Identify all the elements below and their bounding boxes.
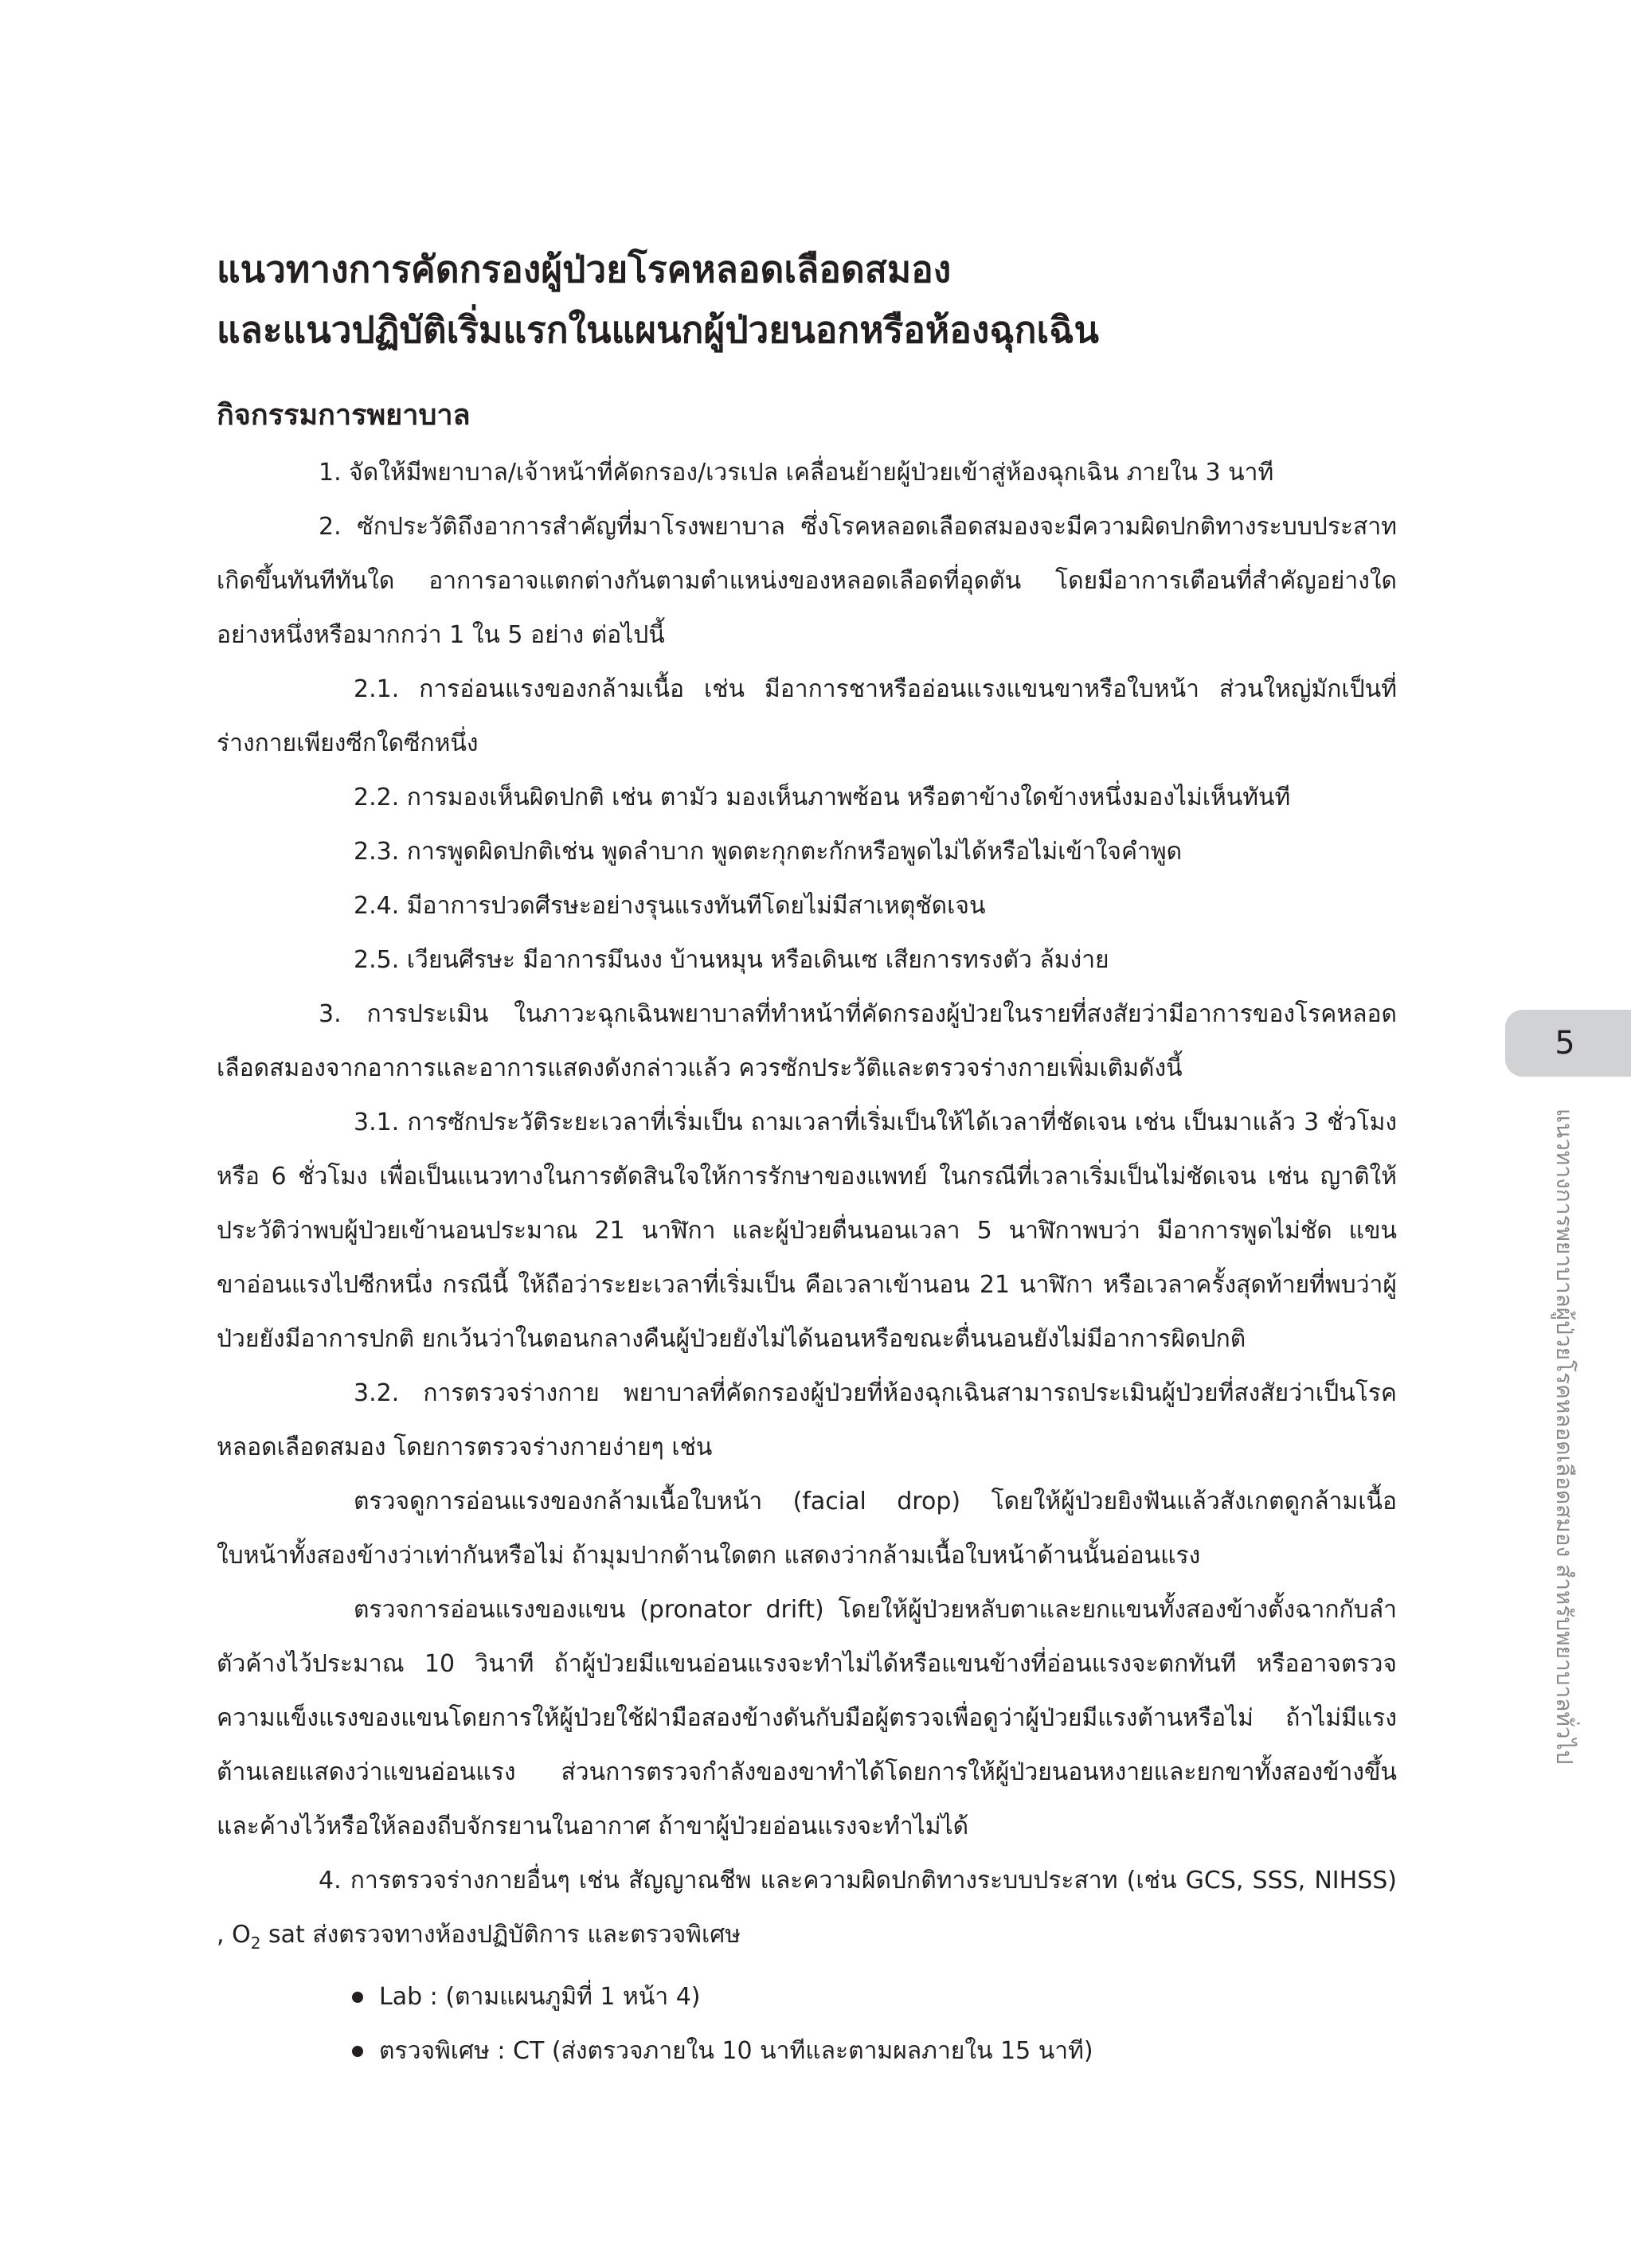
title-line-1: แนวทางการคัดกรองผู้ป่วยโรคหลอดเลือดสมอง xyxy=(217,248,952,291)
list-item xyxy=(352,2024,1397,2078)
item-2-5: 2.5. เวียนศีรษะ มีอาการมึนงง บ้านหมุน หรือเดินเซ เสียการทรงตัว ล้มง่าย xyxy=(354,946,1109,974)
body-text xyxy=(217,446,1397,2078)
o2-subscript: 2 xyxy=(250,1934,261,1953)
item-3-2: 3.2. การตรวจร่างกาย พยาบาลที่คัดกรองผู้ป่วยที่ห้องฉุกเฉินสามารถประเมินผู้ป่วยที่สงสัยว่าเป็นโรคหลอดเลือดสมอง โดยการตรวจร่างกายง่ายๆ เช่น xyxy=(217,1379,1397,1461)
item-3-1: 3.1. การซักประวัติระยะเวลาที่เริ่มเป็น ถามเวลาที่เริ่มเป็นให้ได้เวลาที่ชัดเจน เช่น เป็นมาแล้ว 3 ชั่วโมง หรือ 6 ชั่วโมง เพื่อเป็นแนวทางในการตัดสินใจให้การรักษาของแพทย์ ในกรณีที่เวลาเริ่มเป็นไม่ชัดเจน เช่น ญาติให้ประวัติว่าพบผู้ป่วยเข้านอนประมาณ 21 นาฬิกา และผู้ป่วยตื่นนอนเวลา 5 นาฬิกาพบว่า มีอาการพูดไม่ชัด แขนขาอ่อนแรงไปซีกหนึ่ง กรณีนี้ ให้ถือว่าระยะเวลาที่เริ่มเป็น คือเวลาเข้านอน 21 นาฬิกา หรือเวลาครั้งสุดท้ายที่พบว่าผู้ป่วยยังมีอาการปกติ ยกเว้นว่าในตอนกลางคืนผู้ป่วยยังไม่ได้นอนหรือขณะตื่นนอนยังไม่มีอาการผิดปกติ xyxy=(217,1109,1397,1353)
page-number: 5 xyxy=(1555,1025,1575,1062)
item-4-text: 4. การตรวจร่างกายอื่นๆ เช่น สัญญาณชีพ และความผิดปกติทางระบบประสาท (เช่น GCS, SSS, NIHSS) , O xyxy=(217,1867,1397,1949)
item-2-4: 2.4. มีอาการปวดศีรษะอย่างรุนแรงทันทีโดยไม่มีสาเหตุชัดเจน xyxy=(354,892,986,920)
bullet-text: Lab : (ตามแผนภูมิที่ 1 หน้า 4) xyxy=(379,1983,701,2011)
bullet-list xyxy=(217,1970,1397,2078)
item-4 xyxy=(217,1854,1397,1970)
page-number-tab xyxy=(1505,1010,1631,1077)
facial-drop-paragraph: ตรวจดูการอ่อนแรงของกล้ามเนื้อใบหน้า (facial drop) โดยให้ผู้ป่วยยิงฟันแล้วสังเกตดูกล้ามเนื้อใบหน้าทั้งสองข้างว่าเท่ากันหรือไม่ ถ้ามุมปากด้านใดตก แสดงว่ากล้ามเนื้อใบหน้าด้านนั้นอ่อนแรง xyxy=(217,1488,1397,1570)
section-heading: กิจกรรมการพยาบาล xyxy=(217,399,471,432)
item-3: 3. การประเมิน ในภาวะฉุกเฉินพยาบาลที่ทำหน้าที่คัดกรองผู้ป่วยในรายที่สงสัยว่ามีอาการของโรคหลอดเลือดสมองจากอาการและอาการแสดงดังกล่าวแล้ว ควรซักประวัติและตรวจร่างกายเพิ่มเติมดังนี้ xyxy=(217,1000,1397,1082)
title-line-2: และแนวปฏิบัติเริ่มแรกในแผนกผู้ป่วยนอกหรือห้องฉุกเฉิน xyxy=(217,308,1099,351)
pronator-drift-paragraph: ตรวจการอ่อนแรงของแขน (pronator drift) โดยให้ผู้ป่วยหลับตาและยกแขนทั้งสองข้างตั้งฉากกับลำตัวค้างไว้ประมาณ 10 วินาที ถ้าผู้ป่วยมีแขนอ่อนแรงจะทำไม่ได้หรือแขนข้างที่อ่อนแรงจะตกทันที หรืออาจตรวจความแข็งแรงของแขนโดยการให้ผู้ป่วยใช้ฝ่ามือสองข้างดันกับมือผู้ตรวจเพื่อดูว่าผู้ป่วยมีแรงต้านหรือไม่ ถ้าไม่มีแรงต้านเลยแสดงว่าแขนอ่อนแรง ส่วนการตรวจกำลังของขาทำได้โดยการให้ผู้ป่วยนอนหงายและยกขาทั้งสองข้างขึ้นและค้างไว้หรือให้ลองถีบจักรยานในอากาศ ถ้าขาผู้ป่วยอ่อนแรงจะทำไม่ได้ xyxy=(217,1596,1397,1840)
item-2-2: 2.2. การมองเห็นผิดปกติ เช่น ตามัว มองเห็นภาพซ้อน หรือตาข้างใดข้างหนึ่งมองไม่เห็นทันที xyxy=(354,784,1291,811)
bullet-icon xyxy=(352,2046,363,2057)
bullet-text: ตรวจพิเศษ : CT (ส่งตรวจภายใน 10 นาทีและตามผลภายใน 15 นาที) xyxy=(379,2037,1093,2065)
item-1: 1. จัดให้มีพยาบาล/เจ้าหน้าที่คัดกรอง/เวรเปล เคลื่อนย้ายผู้ป่วยเข้าสู่ห้องฉุกเฉิน ภายใน 3 นาที xyxy=(319,459,1274,487)
item-2: 2. ซักประวัติถึงอาการสำคัญที่มาโรงพยาบาล ซึ่งโรคหลอดเลือดสมองจะมีความผิดปกติทางระบบประสาทเกิดขึ้นทันทีทันใด อาการอาจแตกต่างกันตามตำแหน่งของหลอดเลือดที่อุดตัน โดยมีอาการเตือนที่สำคัญอย่างใดอย่างหนึ่งหรือมากกว่า 1 ใน 5 อย่าง ต่อไปนี้ xyxy=(217,513,1397,649)
side-running-title xyxy=(1551,1109,1596,1765)
item-2-3: 2.3. การพูดผิดปกติเช่น พูดลำบาก พูดตะกุกตะกักหรือพูดไม่ได้หรือไม่เข้าใจคำพูด xyxy=(354,838,1183,866)
page-title xyxy=(217,239,1411,360)
item-2-1: 2.1. การอ่อนแรงของกล้ามเนื้อ เช่น มีอาการชาหรืออ่อนแรงแขนขาหรือใบหน้า ส่วนใหญ่มักเป็นที่ร่างกายเพียงซีกใดซีกหนึ่ง xyxy=(217,675,1397,757)
item-4-text-end: sat ส่งตรวจทางห้องปฏิบัติการ และตรวจพิเศษ xyxy=(260,1921,741,1949)
side-running-title-text: แนวทางการพยาบาลผู้ป่วยโรคหลอดเลือดสมอง สำหรับพยาบาลทั่วไป xyxy=(1551,1109,1578,1765)
list-item xyxy=(352,1970,1397,2024)
bullet-icon xyxy=(352,1992,363,2003)
